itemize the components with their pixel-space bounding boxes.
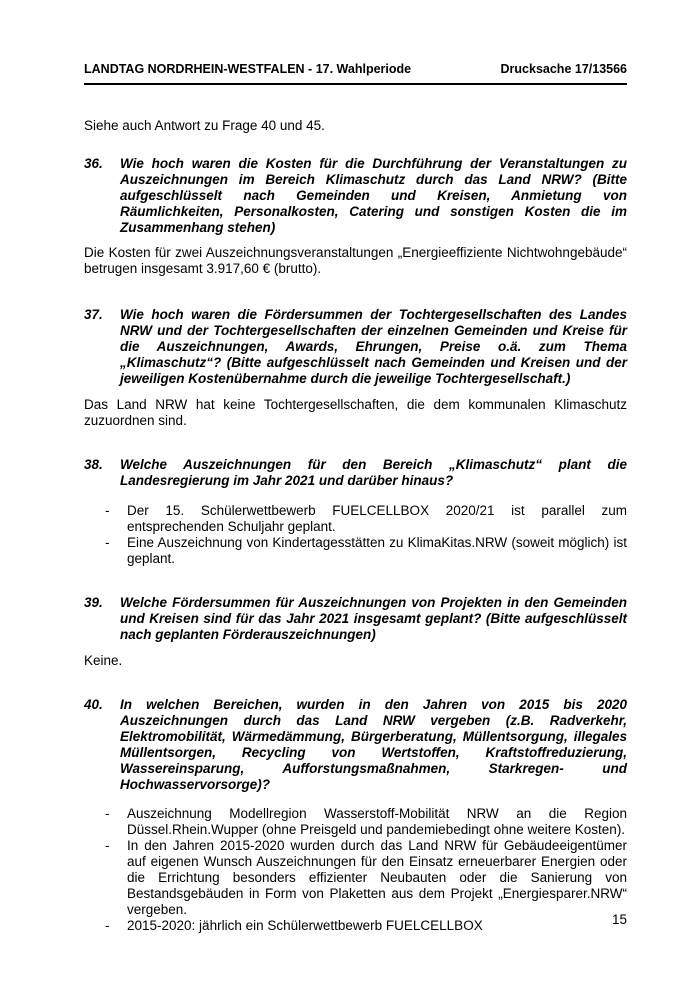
bullet-item — [84, 535, 627, 567]
bullet-item — [84, 918, 627, 934]
question-number: 38. — [84, 457, 103, 472]
bullet-text: In den Jahren 2015-2020 wurden durch das Land NRW für Gebäudeeigentümer auf eigenen Wunsch Auszeichnungen für den Einsatz erneuerbarer Energien oder die Errichtung besonders effizienter Neubauten oder die Sanierung von Bestandsgebäuden in Form von Plaketten aus dem Projekt „Energiesparer.NRW“ vergeben. — [127, 838, 627, 917]
question-number: 39. — [84, 595, 103, 610]
question-text: Welche Auszeichnungen für den Bereich „Klimaschutz“ plant die Landesregierung im Jahr 2021 und darüber hinaus? — [120, 457, 627, 488]
bullet-dash: - — [105, 503, 110, 518]
bullet-item — [84, 503, 627, 535]
bullet-dash: - — [105, 918, 110, 933]
question-number: 40. — [84, 697, 103, 712]
page-number: 15 — [611, 912, 627, 927]
bullet-text: Eine Auszeichnung von Kindertagesstätten zu KlimaKitas.NRW (soweit möglich) ist geplant. — [127, 535, 627, 566]
question-block-39 — [84, 595, 627, 643]
question-block-38 — [84, 457, 627, 489]
bullet-text: 2015-2020: jährlich ein Schülerwettbewerb FUELCELLBOX — [127, 918, 483, 933]
header-parliament-title: LANDTAG NORDRHEIN-WESTFALEN - 17. Wahlperiode — [84, 62, 412, 76]
bullet-item — [84, 838, 627, 918]
answer-paragraph-39: Keine. — [84, 653, 123, 668]
answer-bullet-list-38 — [84, 503, 627, 567]
question-number: 36. — [84, 156, 103, 171]
answer-paragraph-36: Die Kosten für zwei Auszeichnungsveranstaltungen „Energieeffiziente Nichtwohngebäude“ betrugen insgesamt 3.917,60 € (brutto). — [84, 245, 627, 276]
question-text: In welchen Bereichen, wurden in den Jahren von 2015 bis 2020 Auszeichnungen durch das Land NRW vergeben (z.B. Radverkehr, Elektromobilität, Wärmedämmung, Bürgerberatung, Müllentsorgung, illegales Müllentsorgen, Recycling von Wertstoffen, Kraftstoffreduzierung, Wassereinsparung, Aufforstungsmaßnahmen, Starkregen- und Hochwasservorsorge)? — [120, 697, 627, 792]
header-document-number: Drucksache 17/13566 — [500, 62, 627, 76]
question-text: Wie hoch waren die Kosten für die Durchführung der Veranstaltungen zu Auszeichnungen im Bereich Klimaschutz durch das Land NRW? (Bitte aufgeschlüsselt nach Gemeinden und Kreisen, Anmietung von Räumlichkeiten, Personalkosten, Catering und sonstigen Kosten die im Zusammenhang stehen) — [120, 156, 627, 235]
question-block-37 — [84, 307, 627, 387]
bullet-item — [84, 806, 627, 838]
document-header — [84, 62, 627, 85]
bullet-text: Auszeichnung Modellregion Wasserstoff-Mobilität NRW an die Region Düssel.Rhein.Wupper (ohne Preisgeld und pandemiebedingt ohne weitere Kosten). — [127, 806, 627, 837]
question-text: Wie hoch waren die Fördersummen der Tochtergesellschaften des Landes NRW und der Tochtergesellschaften der einzelnen Gemeinden und Kreise für die Auszeichnungen, Awards, Ehrungen, Preise o.ä. zum Thema „Klimaschutz“? (Bitte aufgeschlüsselt nach Gemeinden und Kreisen und der jeweiligen Kostenübernahme durch die jeweilige Tochtergesellschaft.) — [120, 307, 627, 386]
bullet-text: Der 15. Schülerwettbewerb FUELCELLBOX 2020/21 ist parallel zum entsprechenden Schuljahr geplant. — [127, 503, 627, 534]
bullet-dash: - — [105, 806, 110, 821]
question-text: Welche Fördersummen für Auszeichnungen von Projekten in den Gemeinden und Kreisen sind für das Jahr 2021 insgesamt geplant? (Bitte aufgeschlüsselt nach geplanten Förderauszeichnungen) — [120, 595, 627, 642]
bullet-dash: - — [105, 838, 110, 853]
question-block-36 — [84, 156, 627, 236]
answer-bullet-list-40 — [84, 806, 627, 934]
intro-paragraph: Siehe auch Antwort zu Frage 40 und 45. — [84, 118, 325, 133]
answer-paragraph-37: Das Land NRW hat keine Tochtergesellschaften, die dem kommunalen Klimaschutz zuzuordnen sind. — [84, 397, 627, 428]
bullet-dash: - — [105, 535, 110, 550]
question-number: 37. — [84, 307, 103, 322]
question-block-40 — [84, 697, 627, 793]
